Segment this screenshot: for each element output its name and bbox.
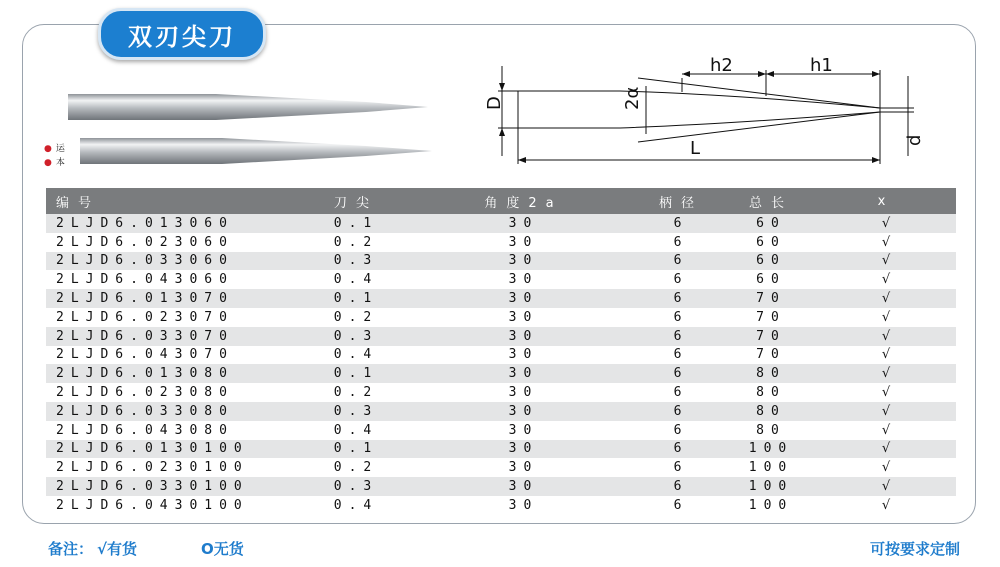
cell-tip: 0.2 — [301, 383, 411, 402]
cell-stock: √ — [816, 214, 956, 233]
tool-upper — [68, 94, 428, 120]
table-row — [46, 364, 956, 383]
cell-tip: 0.1 — [301, 364, 411, 383]
cell-code: 2LJD6.043080 — [46, 421, 301, 440]
cell-angle: 30 — [411, 458, 636, 477]
cell-length: 70 — [726, 327, 816, 346]
cell-shank: 6 — [636, 308, 726, 327]
cell-length: 100 — [726, 496, 816, 515]
cell-tip: 0.3 — [301, 402, 411, 421]
cell-length: 80 — [726, 402, 816, 421]
table-row — [46, 496, 956, 515]
cell-tip: 0.2 — [301, 233, 411, 252]
cell-length: 80 — [726, 421, 816, 440]
cell-tip: 0.2 — [301, 458, 411, 477]
cell-length: 60 — [726, 270, 816, 289]
cell-tip: 0.3 — [301, 327, 411, 346]
feature-bullets — [44, 142, 65, 170]
cell-stock: √ — [816, 496, 956, 515]
bullet-item: ● 本 — [44, 158, 65, 168]
cell-shank: 6 — [636, 233, 726, 252]
table-row — [46, 383, 956, 402]
cell-tip: 0.4 — [301, 346, 411, 365]
cell-code: 2LJD6.0430100 — [46, 496, 301, 515]
label-h2: h2 — [710, 56, 733, 76]
custom-order-note: 可按要求定制 — [869, 540, 960, 558]
cell-stock: √ — [816, 270, 956, 289]
table-row — [46, 440, 956, 459]
cell-shank: 6 — [636, 440, 726, 459]
cell-length: 70 — [726, 289, 816, 308]
cell-shank: 6 — [636, 214, 726, 233]
cell-length: 70 — [726, 308, 816, 327]
cell-shank: 6 — [636, 421, 726, 440]
label-D: D — [484, 96, 505, 110]
table-row — [46, 289, 956, 308]
cell-tip: 0.4 — [301, 496, 411, 515]
cell-angle: 30 — [411, 327, 636, 346]
cell-angle: 30 — [411, 364, 636, 383]
cell-angle: 30 — [411, 270, 636, 289]
table-row — [46, 477, 956, 496]
cell-tip: 0.4 — [301, 421, 411, 440]
table-row — [46, 252, 956, 271]
cell-length: 60 — [726, 233, 816, 252]
cell-tip: 0.1 — [301, 214, 411, 233]
bullet-dot-icon: ● — [44, 144, 52, 154]
cell-stock: √ — [816, 421, 956, 440]
label-h1: h1 — [810, 56, 833, 76]
cell-code: 2LJD6.013060 — [46, 214, 301, 233]
cell-code: 2LJD6.033080 — [46, 402, 301, 421]
header-length: 总长 — [726, 188, 816, 214]
cell-shank: 6 — [636, 270, 726, 289]
cell-tip: 0.2 — [301, 308, 411, 327]
label-L: L — [690, 138, 701, 159]
cell-stock: √ — [816, 477, 956, 496]
cell-angle: 30 — [411, 402, 636, 421]
cell-tip: 0.3 — [301, 252, 411, 271]
bullet-item: ● 运 — [44, 144, 65, 154]
cell-stock: √ — [816, 346, 956, 365]
cell-code: 2LJD6.023080 — [46, 383, 301, 402]
cell-code: 2LJD6.023070 — [46, 308, 301, 327]
cell-stock: √ — [816, 383, 956, 402]
table-row — [46, 233, 956, 252]
cell-stock: √ — [816, 402, 956, 421]
cell-length: 70 — [726, 346, 816, 365]
cell-code: 2LJD6.0330100 — [46, 477, 301, 496]
note-prefix: 备注： — [48, 540, 94, 558]
cell-shank: 6 — [636, 383, 726, 402]
table-row — [46, 458, 956, 477]
cell-tip: 0.4 — [301, 270, 411, 289]
cell-code: 2LJD6.023060 — [46, 233, 301, 252]
cell-shank: 6 — [636, 402, 726, 421]
bullet-dot-icon: ● — [44, 158, 52, 168]
cell-length: 100 — [726, 440, 816, 459]
label-alpha: 2α — [622, 86, 643, 110]
table-row — [46, 270, 956, 289]
header-angle: 角度2a — [411, 188, 636, 214]
cell-angle: 30 — [411, 421, 636, 440]
spec-table — [46, 188, 956, 515]
cell-tip: 0.1 — [301, 440, 411, 459]
note-in-stock: √有货 — [97, 540, 138, 558]
cell-angle: 30 — [411, 233, 636, 252]
tool-lower — [80, 138, 432, 164]
cell-stock: √ — [816, 440, 956, 459]
cell-angle: 30 — [411, 252, 636, 271]
cell-code: 2LJD6.0130100 — [46, 440, 301, 459]
cell-stock: √ — [816, 233, 956, 252]
table-row — [46, 402, 956, 421]
cell-shank: 6 — [636, 289, 726, 308]
cell-length: 100 — [726, 477, 816, 496]
header-shank: 柄径 — [636, 188, 726, 214]
header-stock: x — [816, 188, 956, 214]
table-row — [46, 308, 956, 327]
table-row — [46, 346, 956, 365]
cell-code: 2LJD6.0230100 — [46, 458, 301, 477]
cell-angle: 30 — [411, 477, 636, 496]
cell-length: 80 — [726, 364, 816, 383]
cell-angle: 30 — [411, 383, 636, 402]
table-row — [46, 214, 956, 233]
table-row — [46, 421, 956, 440]
cell-code: 2LJD6.043070 — [46, 346, 301, 365]
cell-shank: 6 — [636, 346, 726, 365]
header-code: 编号 — [46, 188, 301, 214]
cell-angle: 30 — [411, 289, 636, 308]
cell-shank: 6 — [636, 327, 726, 346]
tool-photo — [66, 88, 436, 174]
cell-stock: √ — [816, 308, 956, 327]
cell-shank: 6 — [636, 252, 726, 271]
cell-angle: 30 — [411, 214, 636, 233]
cell-stock: √ — [816, 327, 956, 346]
cell-angle: 30 — [411, 308, 636, 327]
cell-tip: 0.1 — [301, 289, 411, 308]
label-d: d — [904, 134, 925, 146]
page-title: 双刃尖刀 — [98, 8, 266, 60]
cell-code: 2LJD6.013070 — [46, 289, 301, 308]
cell-shank: 6 — [636, 364, 726, 383]
table-header-row — [46, 188, 956, 214]
cell-length: 80 — [726, 383, 816, 402]
cell-angle: 30 — [411, 346, 636, 365]
cell-shank: 6 — [636, 477, 726, 496]
cell-stock: √ — [816, 458, 956, 477]
table-row — [46, 327, 956, 346]
dimension-diagram — [470, 56, 930, 174]
cell-length: 60 — [726, 252, 816, 271]
cell-angle: 30 — [411, 496, 636, 515]
cell-stock: √ — [816, 364, 956, 383]
cell-tip: 0.3 — [301, 477, 411, 496]
header-tip: 刀尖 — [301, 188, 411, 214]
stock-note — [48, 538, 248, 559]
cell-code: 2LJD6.033060 — [46, 252, 301, 271]
cell-shank: 6 — [636, 458, 726, 477]
cell-stock: √ — [816, 289, 956, 308]
cell-shank: 6 — [636, 496, 726, 515]
cell-length: 100 — [726, 458, 816, 477]
cell-code: 2LJD6.043060 — [46, 270, 301, 289]
cell-stock: √ — [816, 252, 956, 271]
cell-code: 2LJD6.033070 — [46, 327, 301, 346]
cell-length: 60 — [726, 214, 816, 233]
cell-angle: 30 — [411, 440, 636, 459]
cell-code: 2LJD6.013080 — [46, 364, 301, 383]
note-out-of-stock: O无货 — [201, 540, 244, 558]
